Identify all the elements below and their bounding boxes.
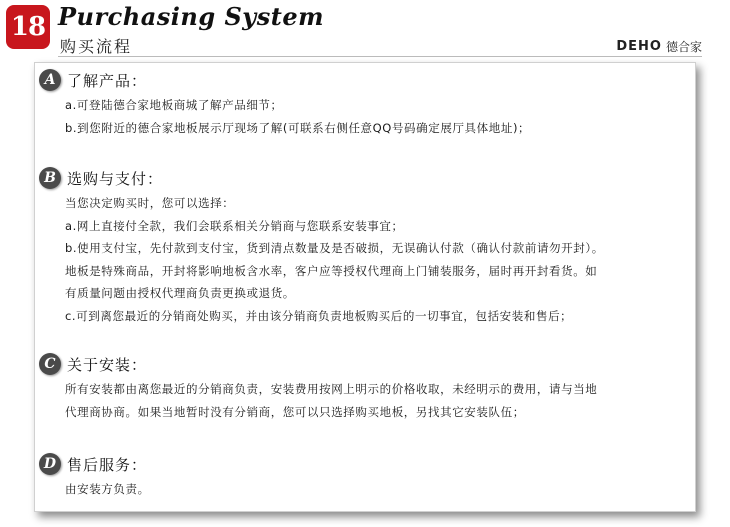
section-body — [65, 378, 695, 423]
section-purchase-payment — [35, 167, 695, 328]
section-title: 售后服务： — [67, 455, 148, 474]
section-line: 地板是特殊商品，开封将影响地板含水率，客户应等授权代理商上门铺装服务，届时再开封看货。如 — [65, 263, 598, 278]
section-line: 当您决定购买时，您可以选择： — [65, 196, 235, 210]
section-learn-products — [35, 69, 695, 139]
section-header — [39, 453, 695, 475]
section-title: 了解产品： — [67, 71, 148, 90]
section-line: a.网上直接付全款，我们会联系相关分销商与您联系安装事宜； — [65, 218, 404, 233]
section-line: c.可到离您最近的分销商处购买，并由该分销商负责地板购买后的一切事宜，包括安装和售后； — [65, 308, 573, 323]
section-title: 选购与支付： — [67, 169, 164, 188]
letter-b-icon: B — [39, 167, 61, 189]
page-header — [0, 0, 730, 62]
section-line: 有质量问题由授权代理商负责更换或退货。 — [65, 286, 295, 301]
content-panel — [34, 62, 696, 512]
brand-name-chinese: 德合家 — [665, 40, 702, 54]
chapter-number-badge: 18 — [6, 5, 50, 49]
section-body — [65, 478, 695, 501]
section-after-sales — [35, 453, 695, 501]
section-line: 所有安装都由离您最近的分销商负责，安装费用按网上明示的价格收取，未经明示的费用，请与当地 — [65, 382, 598, 396]
section-header — [39, 353, 695, 375]
header-divider — [58, 56, 702, 57]
letter-d-icon: D — [39, 453, 61, 475]
section-line: 代理商协商。如果当地暂时没有分销商，您可以只选择购买地板，另找其它安装队伍； — [65, 404, 525, 419]
section-line: b.使用支付宝，先付款到支付宝，货到清点数量及是否破损，无误确认付款（确认付款前请勿开封）。 — [65, 241, 604, 256]
section-line: 由安装方负责。 — [65, 482, 150, 496]
section-header — [39, 167, 695, 189]
letter-a-icon: A — [39, 69, 61, 91]
section-line: a.可登陆德合家地板商城了解产品细节； — [65, 98, 283, 112]
page-title-chinese: 购买流程 — [60, 37, 133, 56]
section-body — [65, 94, 695, 139]
section-header — [39, 69, 695, 91]
section-title: 关于安装： — [67, 355, 148, 374]
section-body — [65, 192, 695, 328]
section-line: b.到您附近的德合家地板展示厅现场了解(可联系右侧任意QQ号码确定展厅具体地址)； — [65, 120, 531, 135]
page-title-english: Purchasing System — [58, 2, 325, 31]
brand-name: DEHO — [616, 39, 662, 54]
letter-c-icon: C — [39, 353, 61, 375]
brand-logo — [616, 38, 702, 55]
section-installation — [35, 353, 695, 423]
